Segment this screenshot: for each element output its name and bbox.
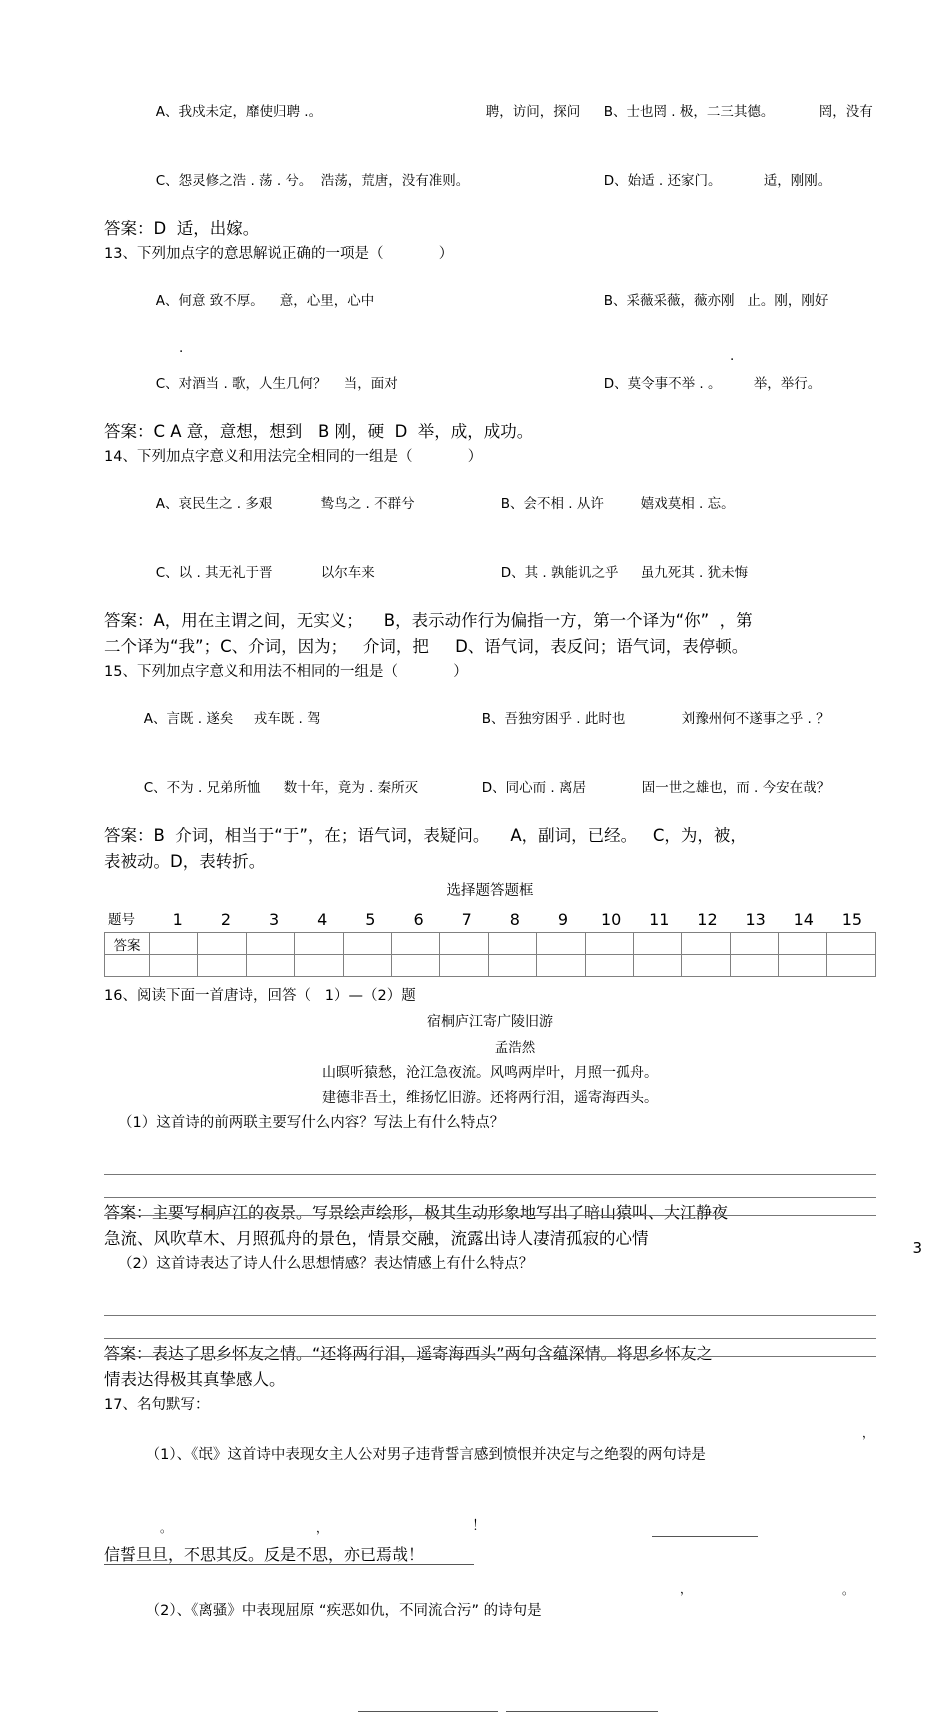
answer-cell[interactable]	[391, 955, 439, 977]
q12-option-row-cd	[104, 147, 876, 216]
q14-option-c2: 以尔车来	[320, 565, 375, 581]
answer-box-header-num: 4	[317, 910, 328, 929]
q13-option-d-gloss: 举，举行。	[753, 376, 822, 392]
answer-box-header-num: 15	[841, 910, 863, 929]
q12-option-b-gloss: 罔，没有	[818, 104, 873, 120]
q17-sub2-question: （2）、《离骚》中表现屈原 “疾恶如仇，不同流合污” 的诗句是	[145, 1603, 542, 1619]
answer-cell[interactable]	[295, 955, 343, 977]
q15-answer-line1: 答案：B 介词，相当于“于”，在；语气词，表疑问。 A，副词，已经。 C，为，被，	[104, 826, 747, 845]
q16-stem: 16、阅读下面一首唐诗，回答（ 1）—（2）题	[104, 988, 416, 1004]
q17-sub2-mark-1: ，	[680, 1582, 693, 1596]
q17-sub2-blank-row	[104, 1699, 876, 1725]
q13-dot-markers: . .	[179, 340, 735, 364]
q16-sub2-answer-line2: 情表达得极其真挚感人。	[104, 1370, 286, 1389]
answer-cell[interactable]	[246, 955, 294, 977]
page-content	[104, 78, 876, 1725]
answer-cell[interactable]	[440, 955, 488, 977]
q12-option-row-ab	[104, 78, 876, 147]
q16-sub1-answer-rule-2[interactable]	[104, 1197, 876, 1198]
answer-box	[104, 910, 876, 977]
q15-option-c2: 数十年，竟为 . 秦所灭	[283, 780, 419, 796]
answer-cell[interactable]	[633, 955, 681, 977]
answer-box-header-label: 题号	[108, 912, 135, 928]
answer-box-header-num: 9	[557, 910, 569, 929]
q14-option-b2: 嬉戏莫相 . 忘。	[640, 496, 735, 512]
q14-option-c1: C、以 . 其无礼于晋	[155, 565, 273, 581]
q13-option-c-gloss: 当，面对	[343, 376, 398, 392]
answer-box-header-num: 6	[413, 910, 424, 929]
q13-stem: 13、下列加点字的意思解说正确的一项是（ ）	[104, 246, 454, 262]
q15-option-b2: 刘豫州何不遂事之乎 . ？	[681, 711, 830, 727]
q12-option-a: A、我戍未定，靡使归聘 .。	[155, 104, 323, 120]
answer-box-header-num: 12	[697, 910, 718, 929]
q17-sub1-answer-underline	[104, 1564, 474, 1565]
answer-cell[interactable]	[585, 955, 633, 977]
answer-cell[interactable]	[682, 955, 730, 977]
answer-cell[interactable]	[730, 933, 778, 955]
answer-cell[interactable]	[682, 933, 730, 955]
q17-sub2-mark-2: 。	[842, 1583, 855, 1597]
answer-cell[interactable]	[150, 955, 198, 977]
answer-box-header-num: 8	[509, 910, 520, 929]
table-row	[105, 933, 876, 955]
answer-box-row-label: 答案	[105, 933, 150, 955]
q14-option-row-ab	[104, 470, 876, 539]
q13-option-a-gloss: 意，心里，心中	[279, 293, 375, 309]
answer-cell[interactable]	[105, 955, 150, 977]
answer-cell[interactable]	[150, 933, 198, 955]
q12-option-b: B、士也罔 . 极，二三其德。	[603, 104, 775, 120]
q15-answer-line2: 表被动。D，表转折。	[104, 852, 266, 871]
q17-sub1-answer: 信誓旦旦，不思其反。反是不思，亦已焉哉！	[104, 1545, 425, 1564]
q12-option-d-gloss: 适，刚刚。	[763, 173, 832, 189]
q14-answer-line2: 二个译为“我”；C、介词，因为； 介词，把 D、语气词，表反问；语气词，表停顿。	[104, 637, 749, 656]
page-number: 3	[912, 1239, 922, 1257]
q15-stem: 15、下列加点字意义和用法不相同的一组是（ ）	[104, 664, 468, 680]
q13-option-a: A、何意 致不厚。	[155, 293, 264, 309]
answer-cell[interactable]	[537, 933, 585, 955]
q16-sub2-writing-space[interactable]	[104, 1277, 876, 1315]
q12-answer: 答案：D 适，出嫁。	[104, 219, 260, 238]
answer-cell[interactable]	[198, 933, 246, 955]
answer-cell[interactable]	[343, 933, 391, 955]
q15-option-c1: C、不为 . 兄弟所恤	[143, 780, 261, 796]
q15-option-d1: D、同心而 . 离居	[481, 780, 587, 796]
answer-box-title: 选择题答题框	[446, 883, 534, 899]
q17-sub2-blank-underline-1[interactable]	[358, 1711, 498, 1712]
q17-sub1-answer-row	[104, 1545, 876, 1576]
answer-cell[interactable]	[246, 933, 294, 955]
answer-box-header-num: 3	[268, 910, 280, 929]
q13-option-row-ab	[104, 267, 876, 336]
q16-sub1-question: （1）这首诗的前两联主要写什么内容？写法上有什么特点？	[118, 1115, 505, 1131]
answer-box-header-num: 5	[365, 910, 376, 929]
q13-option-d: D、莫令事不举 . 。	[603, 376, 722, 392]
answer-cell[interactable]	[633, 933, 681, 955]
answer-cell[interactable]	[827, 955, 876, 977]
answer-cell[interactable]	[488, 955, 536, 977]
answer-cell[interactable]	[827, 933, 876, 955]
q15-option-row-cd	[104, 754, 876, 823]
q17-sub1-blank-underline[interactable]	[652, 1536, 758, 1537]
q13-answer: 答案：C A 意，意想，想到 B 刚，硬 D 举，成，成功。	[104, 422, 534, 441]
q16-poem-line-1: 山暝听猿愁，沧江急夜流。风鸣两岸叶，月照一孤舟。	[322, 1065, 658, 1081]
q16-poem-author: 孟浩然	[494, 1040, 536, 1056]
q15-option-row-ab	[104, 685, 876, 754]
answer-cell[interactable]	[730, 955, 778, 977]
q17-sub1-question-row	[104, 1418, 876, 1518]
answer-box-header-row	[104, 910, 876, 930]
q12-option-c: C、怨灵修之浩 . 荡 . 兮。	[155, 173, 313, 189]
answer-cell[interactable]	[779, 933, 827, 955]
answer-box-header-num: 2	[220, 910, 231, 929]
q17-sub1-mark-3: ！	[472, 1518, 486, 1534]
q15-option-d2: 固一世之雄也，而 . 今安在哉？	[641, 780, 831, 796]
q14-option-row-cd	[104, 539, 876, 608]
q16-sub2-answer-line1: 答案：表达了思乡怀友之情。“还将两行泪，遥寄海西头”两句含蕴深情。将思乡怀友之	[104, 1341, 876, 1367]
answer-cell[interactable]	[440, 933, 488, 955]
q16-poem-title: 宿桐庐江寄广陵旧游	[427, 1014, 553, 1030]
q15-option-a1: A、言既 . 遂矣	[143, 711, 234, 727]
answer-cell[interactable]	[295, 933, 343, 955]
q14-answer-line1: 答案：A，用在主谓之间，无实义； B，表示动作行为偏指一方，第一个译为“你” ，第	[104, 611, 753, 630]
q12-option-c-gloss: 浩荡，荒唐，没有准则。	[320, 173, 470, 189]
q12-option-d: D、始适 . 还家门。	[603, 173, 722, 189]
answer-box-header-num: 11	[649, 910, 670, 929]
q14-option-a1: A、哀民生之 . 多艰	[155, 496, 273, 512]
q16-sub1-answer-line2: 急流、风吹草木、月照孤舟的景色，情景交融，流露出诗人凄清孤寂的心情	[104, 1229, 649, 1248]
q17-sub1-mark-2: ，	[316, 1521, 329, 1535]
answer-box-grid	[104, 932, 876, 977]
answer-cell[interactable]	[488, 933, 536, 955]
q16-sub2-answer-rule-2[interactable]	[104, 1338, 876, 1339]
q15-option-b1: B、吾独穷困乎 . 此时也	[481, 711, 626, 727]
answer-cell[interactable]	[198, 955, 246, 977]
answer-box-header-num: 13	[745, 910, 766, 929]
answer-box-header-num: 7	[461, 910, 472, 929]
q17-sub2-blank-underline-2[interactable]	[506, 1711, 658, 1712]
q15-option-a2: 戎车既 . 驾	[253, 711, 321, 727]
q14-stem: 14、下列加点字意义和用法完全相同的一组是（ ）	[104, 449, 483, 465]
q16-sub1-answer-line1: 答案：主要写桐庐江的夜景。写景绘声绘形，极其生动形象地写出了暗山猿叫、大江静夜	[104, 1200, 876, 1226]
answer-box-header-num: 1	[172, 910, 183, 929]
answer-cell[interactable]	[537, 955, 585, 977]
q17-sub1-question: （1）、《氓》这首诗中表现女主人公对男子违背誓言感到愤恨并决定与之绝裂的两句诗是	[145, 1447, 706, 1463]
answer-box-header-num: 10	[600, 910, 622, 929]
q16-sub2-writing-space-2[interactable]	[104, 1316, 876, 1338]
answer-cell[interactable]	[343, 955, 391, 977]
answer-cell[interactable]	[585, 933, 633, 955]
q17-sub1-trailing-comma: ，	[862, 1426, 875, 1440]
q16-sub1-writing-space-2[interactable]	[104, 1175, 876, 1197]
q14-option-d2: 虽九死其 . 犹未悔	[640, 565, 749, 581]
answer-cell[interactable]	[779, 955, 827, 977]
q14-option-a2: 鸷鸟之 . 不群兮	[320, 496, 415, 512]
q13-option-c: C、对酒当 . 歌，人生几何？	[155, 376, 327, 392]
q13-option-row-cd	[104, 344, 876, 419]
q13-option-b: B、采薇采薇，薇亦刚 止。刚，刚好	[603, 293, 829, 309]
answer-cell[interactable]	[391, 933, 439, 955]
q17-stem: 17、名句默写：	[104, 1397, 210, 1413]
q17-sub1-mark-1: 。	[160, 1521, 173, 1535]
answer-box-header-num: 14	[793, 910, 814, 929]
q16-sub2-question: （2）这首诗表达了诗人什么思想情感？表达情感上有什么特点？	[118, 1256, 534, 1272]
q14-option-b1: B、会不相 . 从许	[500, 496, 604, 512]
q14-option-d1: D、其 . 孰能讥之乎	[500, 565, 619, 581]
table-row	[105, 955, 876, 977]
q12-option-a-gloss: 聘，访问，探问	[485, 104, 581, 120]
q17-sub2-question-row	[104, 1574, 876, 1699]
q16-poem-line-2: 建德非吾土，维扬忆旧游。还将两行泪，遥寄海西头。	[322, 1090, 658, 1106]
q16-sub1-writing-space[interactable]	[104, 1136, 876, 1174]
